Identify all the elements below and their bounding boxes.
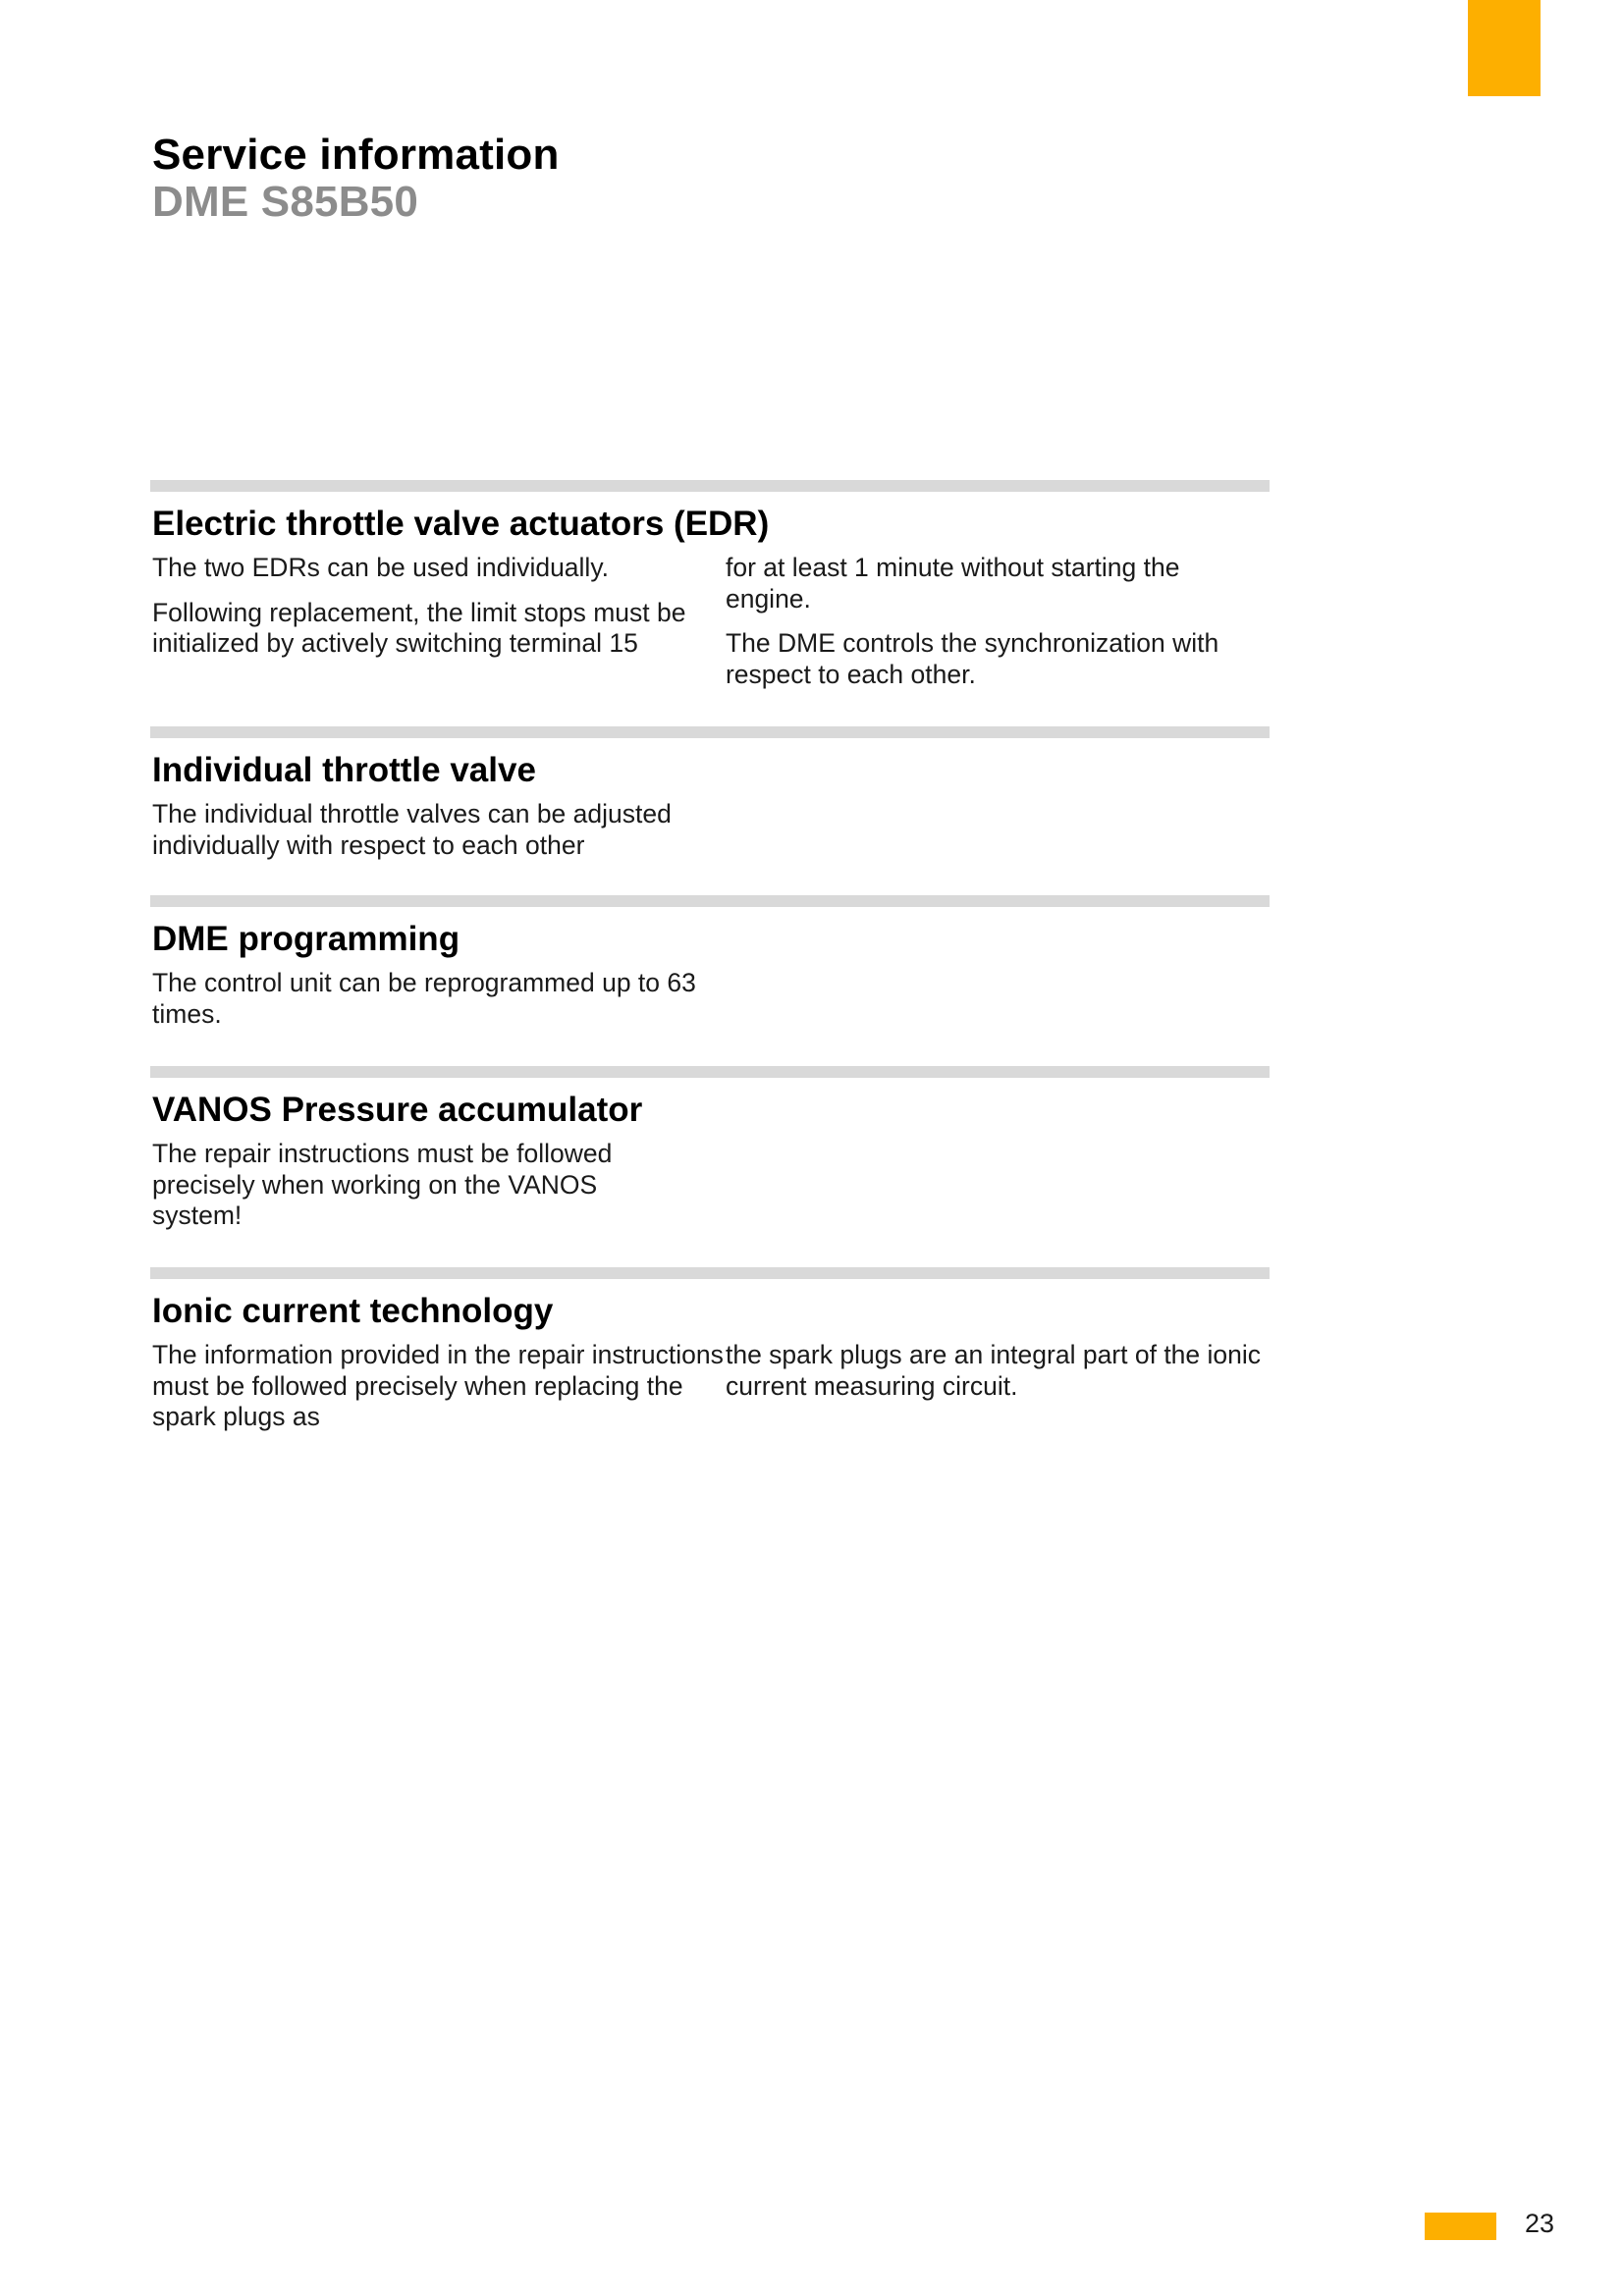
section-body: [152, 799, 1270, 875]
section-divider: [150, 726, 1270, 738]
right-column: [726, 799, 1270, 875]
section-body: [152, 1340, 1270, 1447]
right-column: [726, 1340, 1270, 1447]
paragraph: The information provided in the repair instructions must be followed precisely when replacing the spark plugs as: [152, 1340, 724, 1431]
page-number: 23: [1525, 2209, 1555, 2238]
paragraph: Following replacement, the limit stops must be initialized by actively switching terminal 15: [152, 597, 686, 658]
paragraph: for at least 1 minute without starting the engine.: [725, 553, 1180, 614]
right-column: [726, 968, 1270, 1043]
page-subtitle: DME S85B50: [152, 177, 419, 226]
section-heading: Individual throttle valve: [152, 751, 536, 789]
left-column: [152, 553, 726, 704]
paragraph: the spark plugs are an integral part of the ionic current measuring circuit.: [725, 1340, 1262, 1401]
accent-tab: [1468, 0, 1541, 96]
paragraph: The repair instructions must be followed precisely when working on the VANOS system!: [152, 1139, 613, 1230]
right-column: [726, 553, 1270, 704]
section-edr: [150, 480, 1270, 704]
section-body: [152, 968, 1270, 1043]
section-vanos-pressure-accumulator: [150, 1066, 1270, 1246]
section-heading: Electric throttle valve actuators (EDR): [152, 505, 770, 543]
section-divider: [150, 480, 1270, 492]
page-header: [152, 132, 560, 225]
section-ionic-current-technology: [150, 1267, 1270, 1447]
section-individual-throttle-valve: [150, 726, 1270, 875]
paragraph: The two EDRs can be used individually.: [152, 553, 609, 582]
footer-accent-bar: [1425, 2213, 1496, 2240]
section-heading: Ionic current technology: [152, 1292, 554, 1330]
left-column: [152, 1340, 726, 1447]
left-column: [152, 1139, 663, 1246]
section-heading: VANOS Pressure accumulator: [152, 1091, 643, 1129]
section-divider: [150, 895, 1270, 907]
paragraph: The DME controls the synchronization with respect to each other.: [725, 628, 1219, 689]
section-dme-programming: [150, 895, 1270, 1043]
left-column: [152, 968, 726, 1043]
section-divider: [150, 1066, 1270, 1078]
section-body: [152, 1139, 1270, 1246]
section-divider: [150, 1267, 1270, 1279]
left-column: [152, 799, 726, 875]
section-heading: DME programming: [152, 920, 460, 958]
paragraph: The individual throttle valves can be adjusted individually with respect to each other: [152, 799, 672, 860]
paragraph: The control unit can be reprogrammed up to 63 times.: [152, 968, 696, 1029]
right-column: [663, 1139, 1208, 1246]
section-body: [152, 553, 1270, 704]
page-title: Service information: [152, 131, 560, 179]
